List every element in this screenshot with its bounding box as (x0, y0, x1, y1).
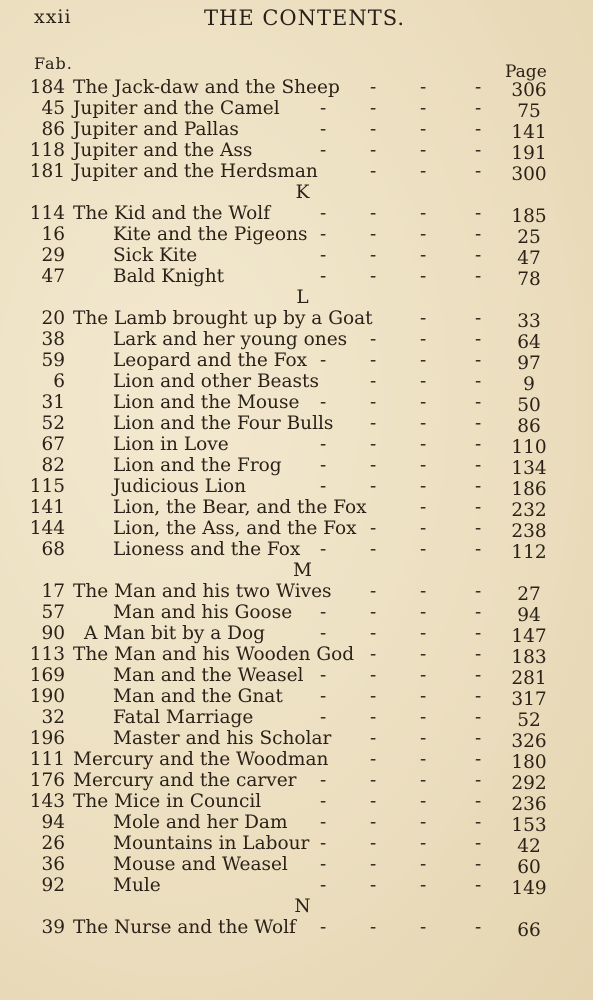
page-number: 236 (511, 794, 547, 815)
fable-number: 52 (41, 413, 65, 434)
fable-number: 6 (53, 371, 65, 392)
fable-title: Mole and her Dam (113, 812, 288, 833)
contents-entry: 57 Man and his Goose - - - - 94 (0, 602, 593, 623)
fable-title: Lioness and the Fox (113, 539, 301, 560)
contents-entry: 184 The Jack-daw and the Sheep - - - 306 (0, 77, 593, 98)
contents-entry: 16 Kite and the Pigeons - - - - 25 (0, 224, 593, 245)
page-number: 281 (511, 668, 547, 689)
fable-number: 141 (29, 497, 65, 518)
contents-entry: 47 Bald Knight - - - - 78 (0, 266, 593, 287)
fable-title: The Kid and the Wolf (73, 203, 271, 224)
page-number: 317 (511, 689, 547, 710)
fable-number: 68 (41, 539, 65, 560)
page-number: 238 (511, 521, 547, 542)
contents-entry: 176 Mercury and the carver - - - - 292 (0, 770, 593, 791)
contents-entry: 26 Mountains in Labour - - - - 42 (0, 833, 593, 854)
page-number: 147 (511, 626, 547, 647)
contents-entry: 20 The Lamb brought up by a Goat - - 33 (0, 308, 593, 329)
contents-entry: 181 Jupiter and the Herdsman - - - 300 (0, 161, 593, 182)
contents-entry: 32 Fatal Marriage - - - - 52 (0, 707, 593, 728)
contents-entry: 169 Man and the Weasel - - - - 281 (0, 665, 593, 686)
fable-number: 29 (41, 245, 65, 266)
fable-title: Lion and the Four Bulls (113, 413, 334, 434)
fable-title: Fatal Marriage (113, 707, 254, 728)
section-letter: K (295, 182, 310, 203)
fable-number: 111 (29, 749, 65, 770)
fable-title: Mountains in Labour (113, 833, 310, 854)
fable-number: 39 (41, 917, 65, 938)
fable-number: 57 (41, 602, 65, 623)
fable-number: 59 (41, 350, 65, 371)
page-number: 25 (517, 227, 541, 248)
fable-column-header: Fab. (34, 54, 73, 73)
page-number: 33 (517, 311, 541, 332)
fable-title: Man and his Goose (113, 602, 293, 623)
page-number: 60 (517, 857, 541, 878)
page-number: 97 (517, 353, 541, 374)
contents-entry: 118 Jupiter and the Ass - - - - 191 (0, 140, 593, 161)
fable-title: Master and his Scholar (113, 728, 332, 749)
page-number: 50 (517, 395, 541, 416)
fable-title: The Jack-daw and the Sheep (73, 77, 340, 98)
fable-title: Bald Knight (113, 266, 225, 287)
page-number: 180 (511, 752, 547, 773)
contents-entry: 90 A Man bit by a Dog - - - - 147 (0, 623, 593, 644)
page-number: 112 (511, 542, 547, 563)
contents-entry: 144 Lion, the Ass, and the Fox - - - 238 (0, 518, 593, 539)
contents-entry: 115 Judicious Lion - - - - 186 (0, 476, 593, 497)
fable-title: Lark and her young ones (113, 329, 348, 350)
fable-title: Jupiter and the Camel (73, 98, 280, 119)
page-number: 64 (517, 332, 541, 353)
fable-title: The Lamb brought up by a Goat (73, 308, 373, 329)
contents-entry: 17 The Man and his two Wives - - - 27 (0, 581, 593, 602)
fable-title: Leopard and the Fox (113, 350, 308, 371)
fable-number: 47 (41, 266, 65, 287)
contents-entry: 196 Master and his Scholar - - - 326 (0, 728, 593, 749)
contents-entry: 86 Jupiter and Pallas - - - - 141 (0, 119, 593, 140)
page-number: 292 (511, 773, 547, 794)
fable-title: Judicious Lion (113, 476, 247, 497)
contents-entry: 92 Mule - - - - 149 (0, 875, 593, 896)
fable-number: 176 (29, 770, 65, 791)
fable-title: Lion and the Frog (113, 455, 282, 476)
page-number: 153 (511, 815, 547, 836)
fable-title: Mouse and Weasel (113, 854, 288, 875)
contents-entry: 39 The Nurse and the Wolf - - - - 66 (0, 917, 593, 938)
fable-title: Jupiter and the Herdsman (73, 161, 318, 182)
page-number: 141 (511, 122, 547, 143)
section-letter: N (294, 896, 311, 917)
fable-title: The Nurse and the Wolf (73, 917, 296, 938)
contents-entry: 113 The Man and his Wooden God - - - 183 (0, 644, 593, 665)
page-number: 47 (517, 248, 541, 269)
contents-entry: 36 Mouse and Weasel - - - - 60 (0, 854, 593, 875)
fable-title: The Man and his two Wives (73, 581, 332, 602)
fable-title: Lion, the Bear, and the Fox (113, 497, 367, 518)
fable-title: Man and the Weasel (113, 665, 304, 686)
fable-number: 114 (29, 203, 65, 224)
page-number: 94 (517, 605, 541, 626)
page-number: 134 (511, 458, 547, 479)
page-number: 183 (511, 647, 547, 668)
page-number: 27 (517, 584, 541, 605)
fable-number: 16 (41, 224, 65, 245)
contents-entry: 52 Lion and the Four Bulls - - - 86 (0, 413, 593, 434)
fable-number: 92 (41, 875, 65, 896)
contents-entry: 29 Sick Kite - - - - 47 (0, 245, 593, 266)
page-number: 191 (511, 143, 547, 164)
page-number: 300 (511, 164, 547, 185)
page-column-header: Page (505, 62, 547, 82)
fable-title: The Mice in Council (73, 791, 262, 812)
page-number: 232 (511, 500, 547, 521)
fable-title: Kite and the Pigeons (113, 224, 308, 245)
contents-entry: 38 Lark and her young ones - - - 64 (0, 329, 593, 350)
page-number: 78 (517, 269, 541, 290)
fable-number: 90 (41, 623, 65, 644)
contents-entry: 114 The Kid and the Wolf - - - - 185 (0, 203, 593, 224)
fable-title: Mule (113, 875, 161, 896)
fable-number: 115 (29, 476, 65, 497)
contents-entry: 190 Man and the Gnat - - - - 317 (0, 686, 593, 707)
fable-number: 31 (41, 392, 65, 413)
fable-number: 169 (29, 665, 65, 686)
fable-number: 143 (29, 791, 65, 812)
fable-number: 36 (41, 854, 65, 875)
contents-entry: 143 The Mice in Council - - - - 236 (0, 791, 593, 812)
fable-title: Jupiter and the Ass (73, 140, 253, 161)
page-number: 75 (517, 101, 541, 122)
fable-number: 45 (41, 98, 65, 119)
fable-number: 181 (29, 161, 65, 182)
fable-number: 144 (29, 518, 65, 539)
fable-number: 67 (41, 434, 65, 455)
fable-number: 113 (29, 644, 65, 665)
fable-title: Lion and the Mouse (113, 392, 300, 413)
fable-title: Man and the Gnat (113, 686, 283, 707)
page-number: 306 (511, 80, 547, 101)
section-letter: M (293, 560, 312, 581)
fable-title: The Man and his Wooden God (73, 644, 355, 665)
fable-number: 190 (29, 686, 65, 707)
contents-entry: 59 Leopard and the Fox - - - - 97 (0, 350, 593, 371)
fable-number: 86 (41, 119, 65, 140)
page-number: 149 (511, 878, 547, 899)
contents-list (0, 77, 593, 941)
fable-number: 26 (41, 833, 65, 854)
page-number: 186 (511, 479, 547, 500)
page-number: 52 (517, 710, 541, 731)
page-number: 185 (511, 206, 547, 227)
fable-number: 82 (41, 455, 65, 476)
fable-number: 118 (29, 140, 65, 161)
page-number: 42 (517, 836, 541, 857)
page-number: 110 (511, 437, 547, 458)
contents-entry: 6 Lion and other Beasts - - - 9 (0, 371, 593, 392)
contents-entry: 141 Lion, the Bear, and the Fox - - 232 (0, 497, 593, 518)
contents-entry: 82 Lion and the Frog - - - - 134 (0, 455, 593, 476)
fable-title: Lion and other Beasts (113, 371, 319, 392)
fable-title: Mercury and the carver (73, 770, 297, 791)
contents-entry: 45 Jupiter and the Camel - - - - 75 (0, 98, 593, 119)
fable-number: 17 (41, 581, 65, 602)
page-number: 326 (511, 731, 547, 752)
fable-title: Lion, the Ass, and the Fox (113, 518, 357, 539)
fable-number: 184 (29, 77, 65, 98)
contents-entry: 94 Mole and her Dam - - - - 153 (0, 812, 593, 833)
contents-entry: 68 Lioness and the Fox - - - - 112 (0, 539, 593, 560)
fable-title: Jupiter and Pallas (73, 119, 239, 140)
fable-title: Mercury and the Woodman (73, 749, 329, 770)
page-number: 9 (523, 374, 535, 395)
page-numeral: xxii (34, 6, 72, 28)
page-title: THE CONTENTS. (204, 6, 406, 30)
fable-title: A Man bit by a Dog (84, 623, 265, 644)
fable-title: Lion in Love (113, 434, 229, 455)
fable-title: Sick Kite (113, 245, 198, 266)
fable-number: 94 (41, 812, 65, 833)
contents-entry: 67 Lion in Love - - - - 110 (0, 434, 593, 455)
contents-entry: 111 Mercury and the Woodman - - - 180 (0, 749, 593, 770)
fable-number: 20 (41, 308, 65, 329)
section-letter: L (296, 287, 309, 308)
fable-number: 32 (41, 707, 65, 728)
page-number: 66 (517, 920, 541, 941)
contents-entry: 31 Lion and the Mouse - - - - 50 (0, 392, 593, 413)
page-number: 86 (517, 416, 541, 437)
fable-number: 38 (41, 329, 65, 350)
fable-number: 196 (29, 728, 65, 749)
